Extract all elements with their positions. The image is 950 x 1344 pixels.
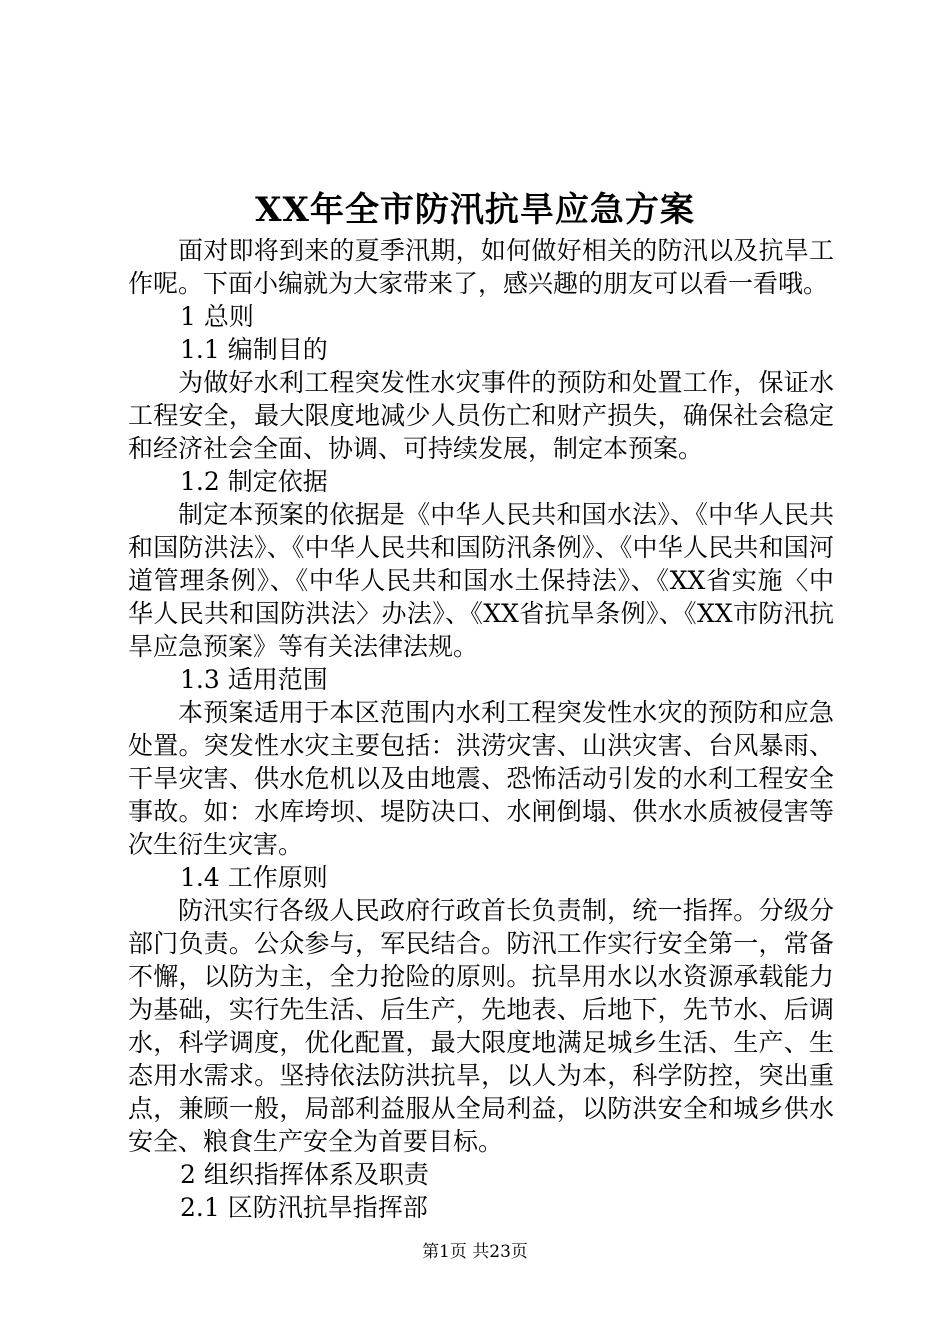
section-heading-1-4: 1.4 工作原则 [180,863,328,892]
section-heading-1: 1 总则 [180,302,254,331]
section-heading-2-1: 2.1 区防汛抗旱指挥部 [180,1193,428,1222]
paragraph-purpose: 为做好水利工程突发性水灾事件的预防和处置工作，保证水工程安全，最大限度地减少人员伤亡和财产损失，确保社会稳定和经济社会全面、协调、可持续发展，制定本预案。 [128,368,834,463]
section-heading-1-1: 1.1 编制目的 [180,335,328,364]
paragraph-principles: 防汛实行各级人民政府行政首长负责制，统一指挥。分级分部门负责。公众参与，军民结合。防汛工作实行安全第一，常备不懈，以防为主，全力抢险的原则。抗旱用水以水资源承载能力为基础，实行先生活、后生产，先地表、后地下，先节水、后调水，科学调度，优化配置，最大限度地满足城乡生活、生产、生态用水需求。坚持依法防洪抗旱，以人为本，科学防控，突出重点，兼顾一般，局部利益服从全局利益，以防洪安全和城乡供水安全、粮食生产安全为首要目标。 [128,896,834,1156]
section-heading-2: 2 组织指挥体系及职责 [180,1160,429,1189]
page-footer: 第1页 共23页 [422,1242,528,1262]
section-heading-1-2: 1.2 制定依据 [180,467,328,496]
paragraph-intro: 面对即将到来的夏季汛期，如何做好相关的防汛以及抗旱工作呢。下面小编就为大家带来了，感兴趣的朋友可以看一看哦。 [128,236,834,298]
document-body [128,234,834,1224]
paragraph-basis: 制定本预案的依据是《中华人民共和国水法》、《中华人民共和国防洪法》、《中华人民共和国防汛条例》、《中华人民共和国河道管理条例》、《中华人民共和国水土保持法》、《XX省实施〈中华人民共和国防洪法〉办法》、《XX省抗旱条例》、《XX市防汛抗旱应急预案》等有关法律法规。 [128,500,834,661]
paragraph-scope: 本预案适用于本区范围内水利工程突发性水灾的预防和应急处置。突发性水灾主要包括：洪涝灾害、山洪灾害、台风暴雨、干旱灾害、供水危机以及由地震、恐怖活动引发的水利工程安全事故。如：水库垮坝、堤防决口、水闸倒塌、供水水质被侵害等次生衍生灾害。 [128,698,834,859]
document-title: XX年全市防汛抗旱应急方案 [255,190,695,230]
section-heading-1-3: 1.3 适用范围 [180,665,328,694]
